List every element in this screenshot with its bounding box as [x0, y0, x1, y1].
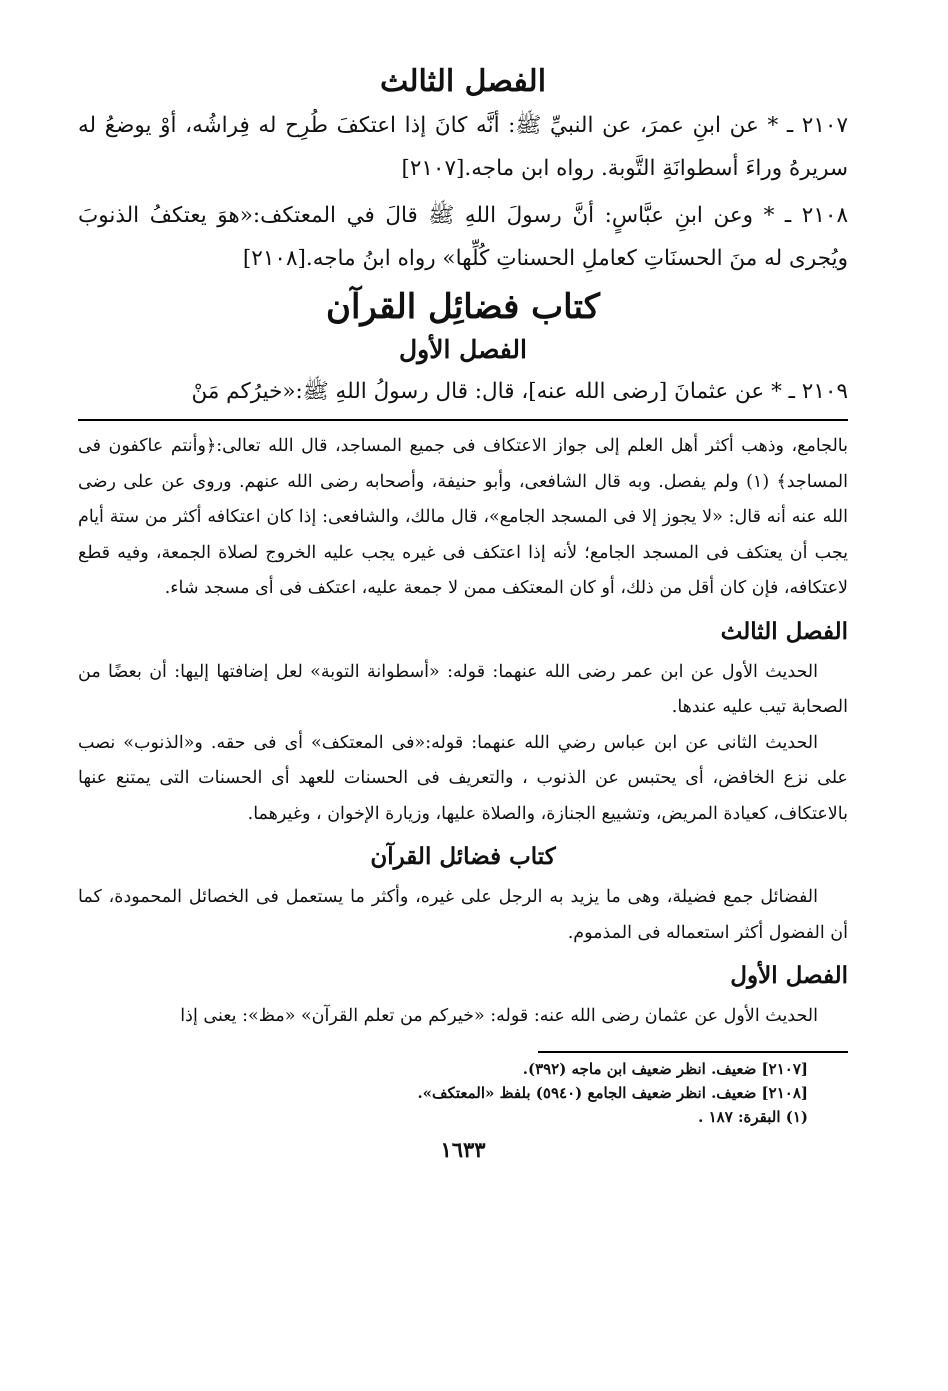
section-heading-third: الفصل الثالث [379, 64, 547, 99]
commentary-hadith-three: الحديث الأول عن عثمان رضى الله عنه: قوله: «خيركم من تعلم القرآن» «مظ»: يعنى إذا [180, 1006, 818, 1026]
footnote-2107: [٢١٠٧] ضعيف. انظر ضعيف ابن ماجه (٣٩٢). [522, 1059, 808, 1078]
book-title: كتاب فضائِل القرآن [326, 287, 600, 327]
hadith-2109: ٢١٠٩ ـ * عن عثمانَ [رضى الله عنه]، قال: قال رسولُ اللهِ ﷺ:«خيرُكم مَنْ [191, 379, 848, 404]
commentary-hadith-one: الحديث الأول عن ابن عمر رضى الله عنهما: قوله: «أسطوانة التوبة» لعل إضافتها إليها: أن بعضًا من الصحابة تيب عليه عندها. [78, 661, 848, 717]
hadith-2108: ٢١٠٨ ـ * وعن ابنِ عبَّاسٍ: أنَّ رسولَ اللهِ ﷺ قالَ في المعتكف:«هوَ يعتكفُ الذنوبَ ويُجرى له منَ الحسنَاتِ كعاملِ الحسناتِ كُلِّها» رواه ابنُ ماجه.[٢١٠٨] [78, 203, 848, 271]
commentary-book-heading: كتاب فضائل القرآن [370, 843, 556, 870]
page-number: ١٦٣٣ [440, 1136, 486, 1162]
book-page [78, 60, 848, 1391]
commentary-section-third-heading: الفصل الثالث [720, 617, 848, 645]
section-heading-first: الفصل الأول [399, 335, 527, 364]
footnote-2108: [٢١٠٨] ضعيف. انظر ضعيف الجامع (٥٩٤٠) بلفظ «المعتكف». [417, 1083, 808, 1102]
text-divider [78, 419, 848, 421]
hadith-2107: ٢١٠٧ ـ * عن ابنِ عمرَ، عن النبيِّ ﷺ: أنَّه كانَ إذا اعتكفَ طُرِح له فِراشُه، أوْ يوضعُ له سريرهُ وراءَ أسطوانَةِ التَّوبة. رواه ابن ماجه.[٢١٠٧] [78, 113, 848, 181]
commentary-fadail: الفضائل جمع فضيلة، وهى ما يزيد به الرجل على غيره، وأكثر ما يستعمل فى الخصائل المحمودة، كما أن الفضول أكثر استعماله فى المذموم. [78, 887, 848, 943]
commentary-section-first-heading: الفصل الأول [730, 962, 848, 989]
footnote-baqara: (١) البقرة: ١٨٧ . [698, 1107, 808, 1126]
commentary-intro: بالجامع، وذهب أكثر أهل العلم إلى جواز الاعتكاف فى جميع المساجد، قال الله تعالى:﴿وأنتم عاكفون فى المساجد﴾ (١) ولم يفصل. وبه قال الشافعى، وأبو حنيفة، وأصحابه رضى الله عنهم. وروى عن على رضى الله عنه أنه قال: «لا يجوز إلا فى المسجد الجامع»، قال مالك، والشافعى: إذا كان اعتكافه أكثر من ستة أيام يجب أن يعتكف فى المسجد الجامع؛ لأنه إذا اعتكف فى غيره يجب عليه الخروج لصلاة الجمعة، وفيه قطع لاعتكافه، فإن كان أقل من ذلك، أو كان المعتكف ممن لا جمعة عليه، اعتكف فى أى مسجد شاء. [78, 436, 849, 598]
footnote-divider [538, 1051, 848, 1053]
commentary-hadith-two: الحديث الثانى عن ابن عباس رضي الله عنهما: قوله:«فى المعتكف» أى فى حقه. و«الذنوب» نصب على نزع الخافض، أى يحتبس عن الذنوب ، والتعريف فى الحسنات للعهد أى الحسنات التى يمتنع عنها بالاعتكاف، كعيادة المريض، وتشييع الجنازة، والصلاة عليها، وزيارة الإخوان ، وغيرهما. [78, 732, 848, 824]
